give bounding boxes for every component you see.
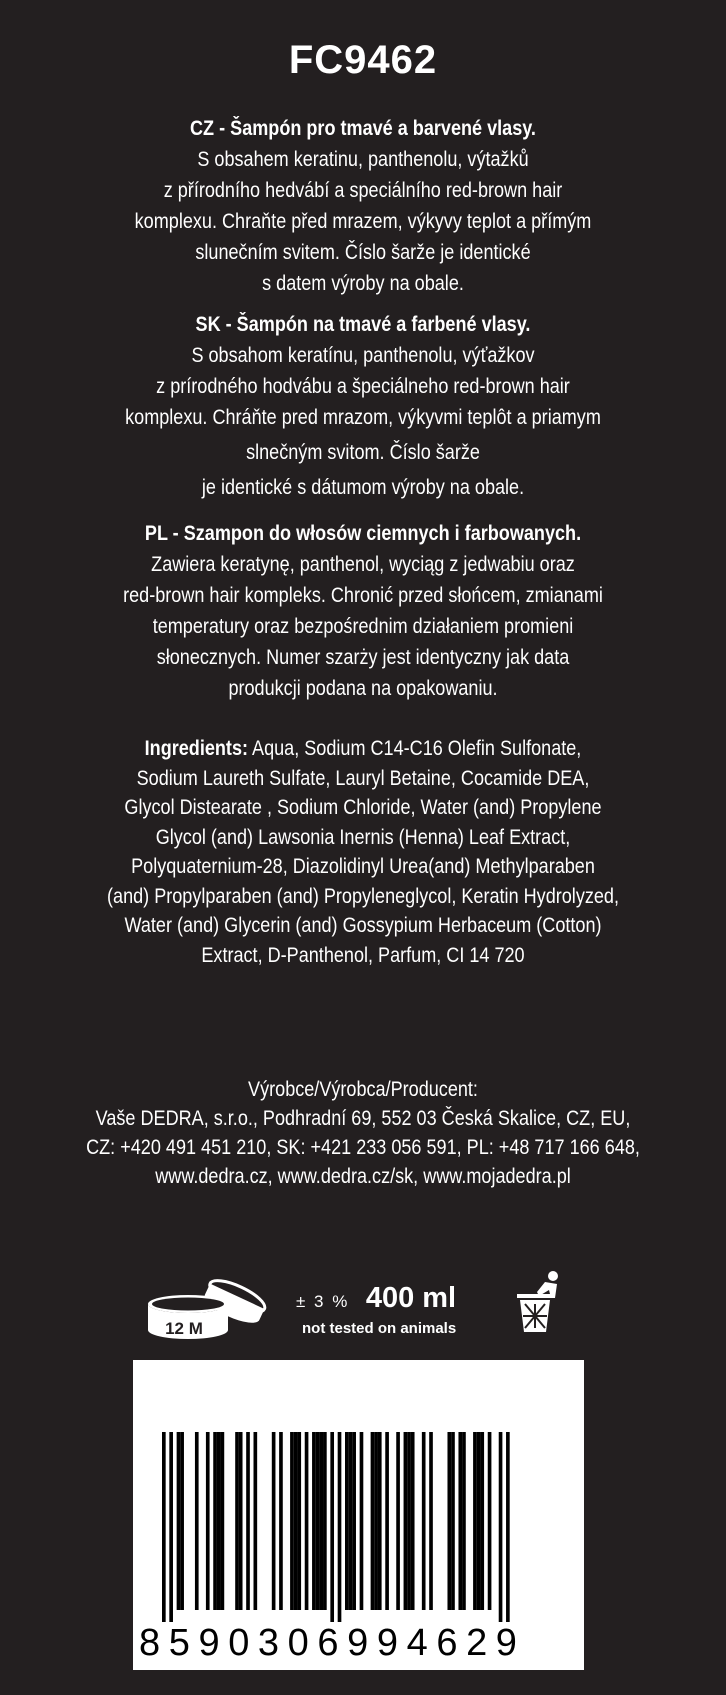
barcode-bar <box>213 1432 217 1610</box>
barcode-bar <box>371 1432 375 1610</box>
barcode-bar <box>206 1432 210 1610</box>
cz-line: S obsahem keratinu, panthenolu, výtažků <box>197 148 529 171</box>
sk-line: S obsahom keratínu, panthenolu, výťažkov <box>191 344 535 367</box>
barcode-bar <box>305 1432 309 1610</box>
ingredients-line: Glycol (and) Lawsonia Inernis (Henna) Leaf Extract, <box>155 825 571 849</box>
product-code: FC9462 <box>288 38 438 82</box>
barcode-bar <box>246 1432 250 1610</box>
sk-line: komplexu. Chráňte pred mrazom, výkyvmi teplôt a priamym <box>125 406 601 429</box>
barcode-bar <box>451 1432 455 1610</box>
producer-line: www.dedra.cz, www.dedra.cz/sk, www.mojadedra.pl <box>155 1165 571 1188</box>
barcode-bar <box>378 1432 382 1610</box>
barcode-bar <box>290 1432 294 1610</box>
barcode-bar <box>473 1432 477 1610</box>
barcode-bar <box>385 1432 389 1610</box>
barcode-bar <box>488 1432 492 1610</box>
cz-section <box>51 113 675 299</box>
ingredients-line: (and) Propylparaben (and) Propyleneglycol, Keratin Hydrolyzed, <box>107 884 619 908</box>
barcode-bar <box>407 1432 411 1610</box>
barcode-bar <box>349 1432 353 1610</box>
producer-line: Vaše DEDRA, s.r.o., Podhradní 69, 552 03 Česká Skalice, CZ, EU, <box>95 1107 631 1130</box>
pl-line: słonecznych. Numer szarży jest identyczny jak data <box>156 646 570 669</box>
barcode-bar <box>338 1432 342 1622</box>
ingredients-section <box>51 734 675 970</box>
barcode-bar <box>360 1432 364 1610</box>
sk-line: z prírodného hodvábu a špeciálneho red-brown hair <box>156 375 570 398</box>
barcode-bar <box>180 1432 184 1610</box>
barcode-bar <box>221 1432 225 1610</box>
barcode-bar <box>352 1432 356 1610</box>
symbols-row <box>0 1270 726 1340</box>
barcode-bar <box>458 1432 462 1610</box>
barcode-bar <box>312 1432 316 1610</box>
barcode-bar <box>462 1432 466 1610</box>
barcode-bar <box>404 1432 408 1610</box>
cz-line: z přírodního hedvábí a speciálního red-brown hair <box>163 179 563 202</box>
barcode-bar <box>323 1432 327 1610</box>
sk-section <box>51 309 675 503</box>
producer-section <box>51 1075 675 1191</box>
barcode-bar <box>330 1432 334 1622</box>
pao-text: 12 M <box>165 1319 203 1338</box>
open-jar-icon <box>146 1274 270 1340</box>
barcode-bar <box>422 1432 426 1610</box>
barcode-bar <box>297 1432 301 1610</box>
barcode-number: 8590306994629 <box>139 1622 526 1664</box>
barcode-bar <box>217 1432 221 1610</box>
barcode-bar <box>319 1432 323 1610</box>
barcode-bar <box>177 1432 181 1610</box>
ingredients-label: Ingredients: <box>144 737 249 760</box>
barcode-bar <box>411 1432 415 1610</box>
barcode-bar <box>235 1432 239 1610</box>
barcode-bar <box>480 1432 484 1610</box>
barcode-bar <box>195 1432 199 1610</box>
sk-line: slnečným svitom. Číslo šarže <box>246 441 480 464</box>
volume-group <box>296 1282 456 1315</box>
barcode-bar <box>396 1432 400 1610</box>
barcode-bar <box>162 1432 166 1622</box>
ingredients-first-line <box>51 734 675 764</box>
pl-heading: PL - Szampon do włosów ciemnych i farbowanych. <box>144 522 582 545</box>
ingredients-line: Polyquaternium-28, Diazolidinyl Urea(and) Methylparaben <box>131 855 595 878</box>
barcode-bar <box>477 1432 481 1610</box>
barcode-bar <box>239 1432 243 1610</box>
barcode-bar <box>447 1432 451 1610</box>
volume-text: 400 ml <box>365 1282 457 1314</box>
barcode <box>133 1360 584 1670</box>
barcode-bars <box>133 1360 584 1622</box>
barcode-bar <box>294 1432 298 1610</box>
barcode-bar <box>316 1432 320 1610</box>
barcode-bar <box>345 1432 349 1610</box>
producer-line: Výrobce/Výrobca/Producent: <box>248 1078 478 1101</box>
barcode-bar <box>279 1432 283 1610</box>
cz-line: komplexu. Chraňte před mrazem, výkyvy teplot a přímým <box>134 210 592 233</box>
sk-heading: SK - Šampón na tmavé a farbené vlasy. <box>195 313 531 336</box>
barcode-bar <box>254 1432 258 1610</box>
pl-line: produkcji podana na opakowaniu. <box>228 677 498 700</box>
barcode-bar <box>169 1432 173 1622</box>
tolerance-text: ± 3 % <box>296 1292 350 1311</box>
cz-line: s datem výroby na obale. <box>262 272 464 295</box>
ingredients-text: Aqua, Sodium C14-C16 Olefin Sulfonate, <box>248 737 582 760</box>
barcode-bar <box>272 1432 276 1610</box>
producer-line: CZ: +420 491 451 210, SK: +421 233 056 591, PL: +48 717 166 648, <box>86 1136 640 1159</box>
barcode-bar <box>374 1432 378 1610</box>
barcode-bar <box>499 1432 503 1622</box>
ingredients-line: Glycol Distearate , Sodium Chloride, Water (and) Propylene <box>124 796 602 819</box>
pl-line: temperatury oraz bezpośrednim działaniem promieni <box>152 615 574 638</box>
cz-line: slunečním svitem. Číslo šarže je identické <box>195 241 531 264</box>
pl-line: Zawiera keratynę, panthenol, wyciąg z jedwabiu oraz <box>151 553 575 576</box>
barcode-bar <box>506 1432 510 1622</box>
ingredients-line: Extract, D-Panthenol, Parfum, CI 14 720 <box>201 943 525 967</box>
ingredients-line: Water (and) Glycerin (and) Gossypium Herbaceum (Cotton) <box>124 914 602 937</box>
pl-line: red-brown hair kompleks. Chronić przed słońcem, zmianami <box>123 584 603 607</box>
sk-line: je identické s dátumom výroby na obale. <box>201 476 525 499</box>
not-tested-text: not tested on animals <box>302 1320 457 1337</box>
cz-heading: CZ - Šampón pro tmavé a barvené vlasy. <box>190 117 536 140</box>
recycle-bin-icon <box>515 1270 565 1336</box>
pl-section <box>51 518 675 704</box>
ingredients-line: Sodium Laureth Sulfate, Lauryl Betaine, Cocamide DEA, <box>136 766 590 790</box>
barcode-bar <box>429 1432 433 1610</box>
